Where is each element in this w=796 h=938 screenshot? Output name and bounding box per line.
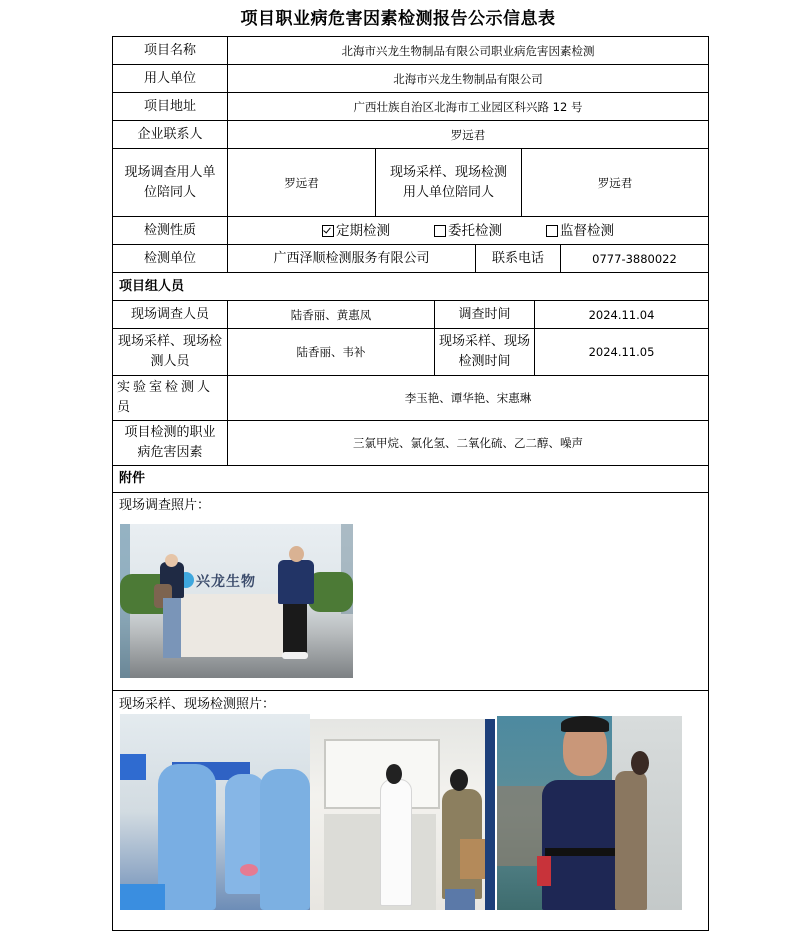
value-sampling-accompany: 罗远君: [522, 149, 708, 217]
label-nature: 检测性质: [113, 217, 228, 245]
divider: [112, 690, 709, 691]
label-agency: 检测单位: [113, 245, 228, 273]
label-sampling-accompany: 现场采样、现场检测用人单位陪同人: [376, 149, 522, 217]
label-sampling-staff: 现场采样、现场检测人员: [113, 329, 228, 376]
value-lab-staff: 李玉艳、谭华艳、宋惠琳: [228, 376, 708, 421]
survey-photos-caption: 现场调查照片：: [119, 498, 211, 513]
survey-photo: [120, 524, 353, 678]
option-supervisory[interactable]: 监督检测: [546, 221, 614, 241]
value-sampling-time: 2024.11.05: [535, 329, 708, 376]
sampling-photos-caption: 现场采样、现场检测照片：: [119, 697, 276, 712]
value-employer: 北海市兴龙生物制品有限公司: [228, 65, 708, 93]
label-contact: 企业联系人: [113, 121, 228, 149]
section-attachments-heading: 附件: [113, 466, 708, 493]
option-commissioned[interactable]: 委托检测: [434, 221, 502, 241]
label-employer: 用人单位: [113, 65, 228, 93]
option-periodic[interactable]: 定期检测: [322, 221, 390, 241]
value-hazards: 三氯甲烷、氯化氢、二氧化硫、乙二醇、噪声: [228, 421, 708, 466]
label-survey-time: 调查时间: [435, 301, 535, 329]
value-survey-time: 2024.11.04: [535, 301, 708, 329]
value-address: 广西壮族自治区北海市工业园区科兴路 12 号: [228, 93, 708, 121]
checkbox-empty-icon[interactable]: [546, 225, 558, 237]
label-phone: 联系电话: [476, 245, 561, 273]
company-sign-text: 兴龙生物: [196, 574, 256, 590]
label-project-name: 项目名称: [113, 37, 228, 65]
value-survey-staff: 陆香丽、黄惠凤: [228, 301, 435, 329]
label-address: 项目地址: [113, 93, 228, 121]
section-team-heading: 项目组人员: [113, 273, 708, 301]
label-survey-staff: 现场调查人员: [113, 301, 228, 329]
value-phone: 0777-3880022: [561, 245, 708, 273]
sampling-photo-worker: [497, 716, 682, 910]
sampling-photo-cleanroom: [120, 714, 310, 910]
sampling-photo-fumehood: [310, 719, 495, 910]
value-project-name: 北海市兴龙生物制品有限公司职业病危害因素检测: [228, 37, 708, 65]
value-contact: 罗远君: [228, 121, 708, 149]
value-sampling-staff: 陆香丽、韦补: [228, 329, 435, 376]
checkbox-empty-icon[interactable]: [434, 225, 446, 237]
checkbox-checked-icon[interactable]: [322, 225, 334, 237]
value-survey-accompany: 罗远君: [228, 149, 376, 217]
label-hazards: 项目检测的职业病危害因素: [113, 421, 228, 466]
label-survey-accompany: 现场调查用人单位陪同人: [113, 149, 228, 217]
page-title: 项目职业病危害因素检测报告公示信息表: [240, 9, 556, 29]
label-lab-staff: 实验室检测人员: [113, 376, 228, 421]
value-agency: 广西泽顺检测服务有限公司: [228, 245, 476, 273]
label-sampling-time: 现场采样、现场检测时间: [435, 329, 535, 376]
nature-options: [228, 217, 708, 245]
